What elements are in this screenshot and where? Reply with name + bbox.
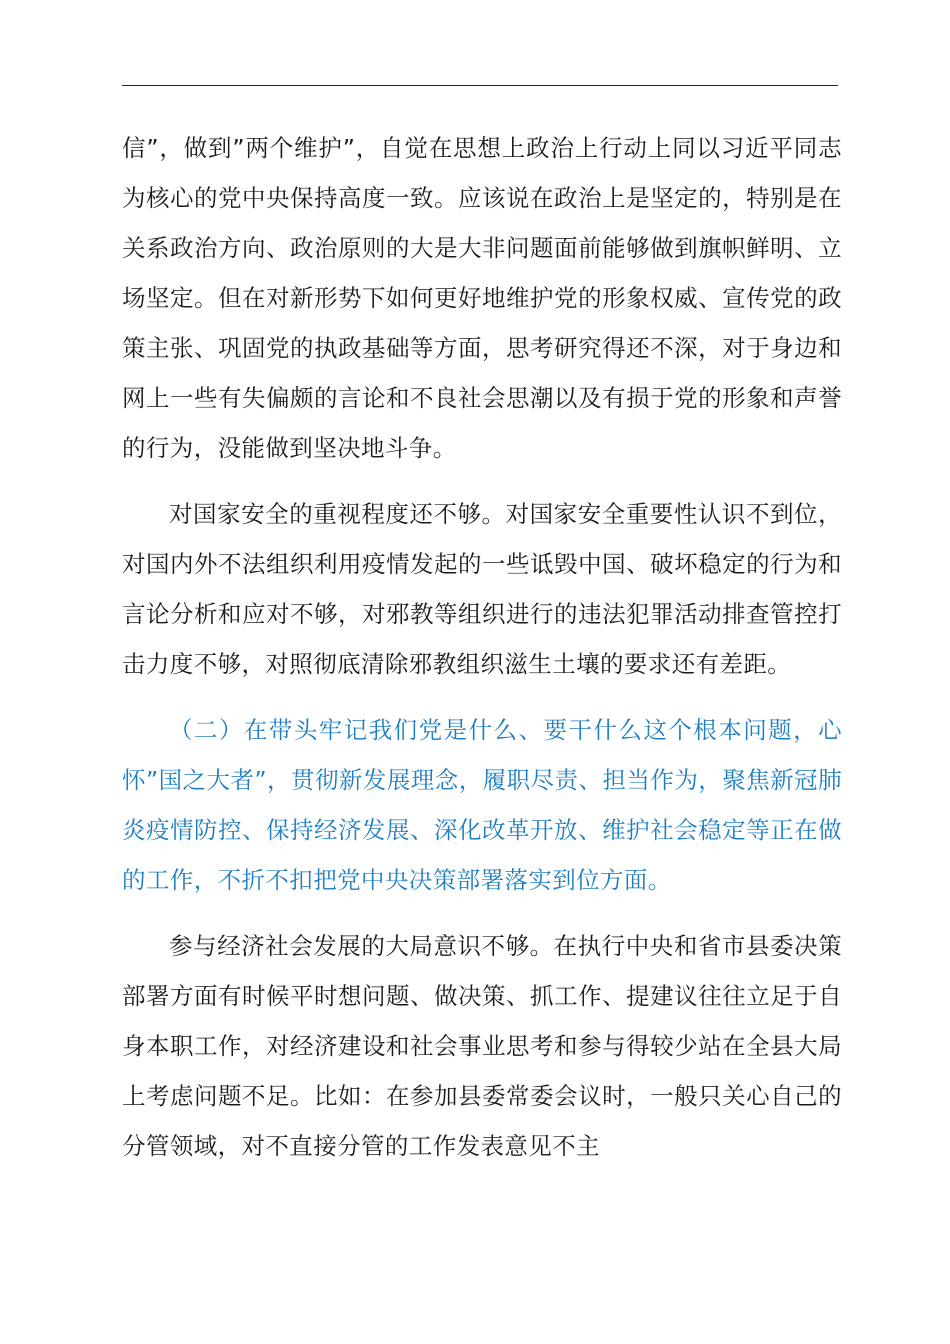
paragraph-political-loyalty: 信”，做到”两个维护”，自觉在思想上政治上行动上同以习近平同志为核心的党中央保持高度一致。应该说在政治上是坚定的，特别是在关系政治方向、政治原则的大是大非问题面前能够做到旗帜鲜明、立场坚定。但在对新形势下如何更好地维护党的形象权威、宣传党的政策主张、巩固党的执政基础等方面，思考研究得还不深，对于身边和网上一些有失偏颇的言论和不良社会思潮以及有损于党的形象和声誉的行为，没能做到坚决地斗争。 bbox=[122, 134, 842, 462]
paragraph-national-security: 对国家安全的重视程度还不够。对国家安全重要性认识不到位，对国内外不法组织利用疫情发起的一些诋毁中国、破坏稳定的行为和言论分析和应对不够，对邪教等组织进行的违法犯罪活动排查管控打击力度不够，对照彻底清除邪教组织滋生土壤的要求还有差距。 bbox=[122, 500, 842, 678]
paragraph-overall-awareness: 参与经济社会发展的大局意识不够。在执行中央和省市县委决策部署方面有时候平时想问题、做决策、抓工作、提建议往往立足于自身本职工作，对经济建设和社会事业思考和参与得较少站在全县大局上考虑问题不足。比如：在参加县委常委会议时，一般只关心自己的分管领域，对不直接分管的工作发表意见不主 bbox=[122, 932, 842, 1160]
section-heading: （二）在带头牢记我们党是什么、要干什么这个根本问题，心怀”国之大者”，贯彻新发展理念，履职尽责、担当作为，聚焦新冠肺炎疫情防控、保持经济发展、深化改革开放、维护社会稳定等正在做的工作，不折不扣把党中央决策部署落实到位方面。 bbox=[122, 716, 842, 894]
document-body bbox=[122, 123, 842, 1171]
header-rule bbox=[122, 85, 838, 86]
